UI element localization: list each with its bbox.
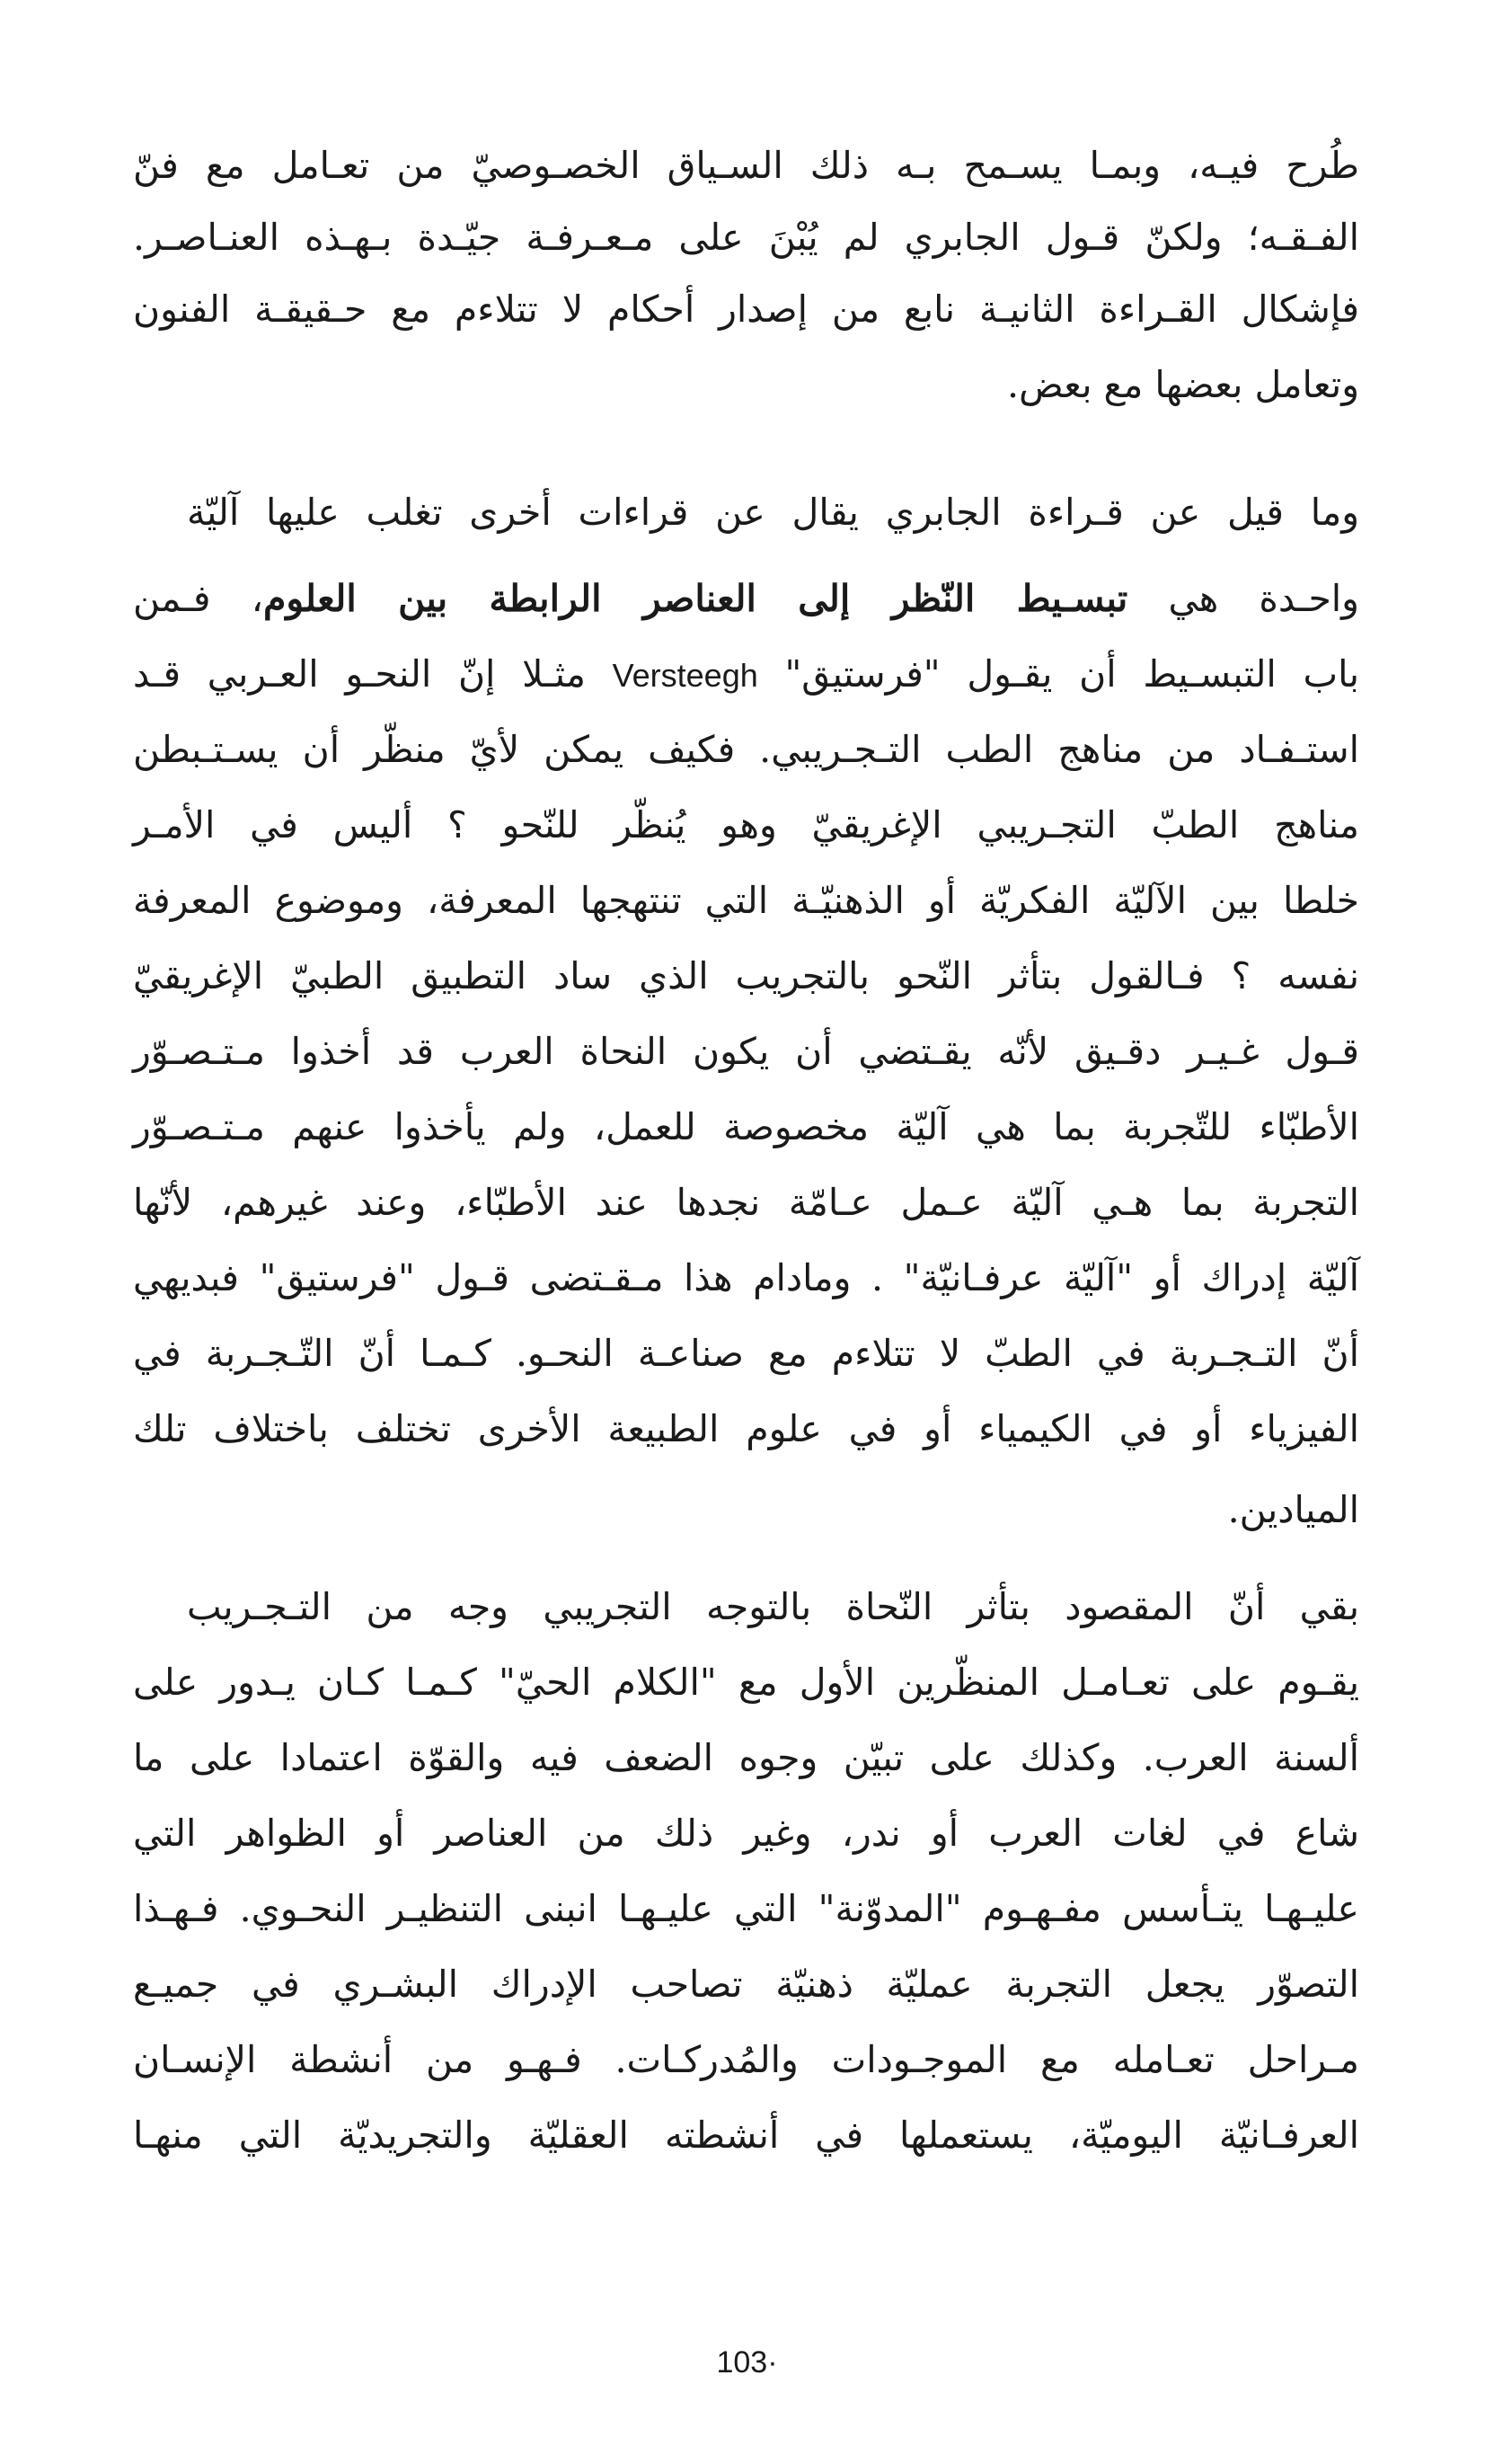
line-lead-text: باب التبسـيط أن يقـول "فرستيق" <box>784 652 1359 696</box>
paragraph-2-line-5: مناهج الطبّ التجـريبي الإغريقيّ وهو يُنظّر للنّحو ؟ أليس في الأمـر <box>133 803 1360 846</box>
line-lead-text: واحـدة هي <box>1168 577 1359 620</box>
paragraph-3-line-2: يقـوم على تعـامـل المنظّرين الأول مع "الكلام الحيّ" كـمـا كـان يـدور على <box>133 1661 1359 1704</box>
paragraph-1-line-1: طُرح فيـه، وبمـا يسـمح بـه ذلك السـياق الخصـوصيّ من تعـامل مع فنّ <box>133 144 1359 187</box>
paragraph-3-line-5: عليـهـا يتـأسس مفـهـوم "المدوّنة" التي عليـهـا انبنى التنظيـر النحـوي. فـهـذا <box>133 1887 1359 1930</box>
paragraph-2-line-13: الفيزياء أو في الكيمياء أو في علوم الطبيعة الأخرى تختلف باختلاف تلك <box>133 1407 1359 1450</box>
line-tail-text: ، فـمن <box>133 577 263 620</box>
paragraph-1-line-3: فإشكال القـراءة الثانيـة نابع من إصدار أحكام لا تتلاءم مع حـقيقـة الفنون <box>133 288 1359 331</box>
paragraph-2-line-7: نفسه ؟ فـالقول بتأثر النّحو بالتجريب الذي ساد التطبيق الطبيّ الإغريقيّ <box>133 954 1359 997</box>
paragraph-1-line-2: الفـقـه؛ ولكنّ قـول الجابري لم يُبْنَ على مـعـرفـة جيّـدة بـهـذه العنـاصـر. <box>133 216 1359 259</box>
paragraph-2-line-9: الأطبّاء للتّجربة بما هي آليّة مخصوصة للعمل، ولم يأخذوا عنهم مـتـصـوّر <box>133 1105 1359 1148</box>
paragraph-3-line-4: شاع في لغات العرب أو ندر، وغير ذلك من العناصر أو الظواهر التي <box>133 1812 1359 1855</box>
paragraph-2-line-11: آليّة إدراك أو "آليّة عرفـانيّة" . ومادام هذا مـقـتضى قـول "فرستيق" فبديهي <box>133 1256 1359 1299</box>
page-number-value: 103 <box>716 2345 768 2380</box>
paragraph-3-line-6: التصوّر يجعل التجربة عمليّة ذهنيّة تصاحب الإدراك البشـري في جميـع <box>133 1963 1359 2006</box>
paragraph-2-line-6: خلطا بين الآليّة الفكريّة أو الذهنيّـة التي تنتهجها المعرفة، وموضوع المعرفة <box>133 879 1359 922</box>
paragraph-2-line-1: وما قيل عن قـراءة الجابري يقال عن قراءات أخرى تغلب عليها آليّة <box>187 491 1359 534</box>
paragraph-2-line-3 <box>133 642 1359 706</box>
line-tail-text: مثـلا إنّ النحـو العـربي قـد <box>133 652 586 696</box>
page-number: 103· <box>716 2345 778 2380</box>
paragraph-3-line-8: العرفـانيّة اليوميّة، يستعملها في أنشطته العقليّة والتجريديّة التي منهـا <box>133 2114 1359 2157</box>
paragraph-2-line-10: التجربة بما هـي آليّة عـمل عـامّة نجدها عند الأطبّاء، وعند غيرهم، لأنّها <box>133 1181 1359 1224</box>
paragraph-3-line-3: ألسنة العرب. وكذلك على تبيّن وجوه الضعف فيه والقوّة اعتمادا على ما <box>133 1736 1359 1779</box>
paragraph-2-line-2 <box>133 566 1359 631</box>
paragraph-2-line-12: أنّ التـجـربة في الطبّ لا تتلاءم مع صناعـة النحـو. كـمـا أنّ التّـجـربة في <box>133 1332 1359 1375</box>
latin-name: Versteegh <box>612 657 758 694</box>
paragraph-2-line-8: قـول غـيـر دقـيق لأنّه يقـتضي أن يكون النحاة العرب قد أخذوا مـتـصـوّر <box>133 1030 1359 1073</box>
bold-phrase: تبسـيط النّظر إلى العناصر الرابطة بين العلوم <box>262 577 1128 620</box>
paragraph-2-line-4: استـفـاد من مناهج الطب التـجـريبي. فكيف يمكن لأيّ منظّر أن يسـتـبطن <box>133 728 1359 771</box>
paragraph-3-line-7: مـراحل تعـامله مع الموجـودات والمُدركـات. فـهـو من أنشطة الإنسـان <box>133 2038 1359 2081</box>
paragraph-2-line-14: الميادين. <box>1227 1488 1359 1531</box>
paragraph-3-line-1: بقي أنّ المقصود بتأثر النّحاة بالتوجه التجريبي وجه من التـجـريب <box>187 1585 1359 1628</box>
paragraph-1-line-4: وتعامل بعضها مع بعض. <box>1007 363 1359 406</box>
